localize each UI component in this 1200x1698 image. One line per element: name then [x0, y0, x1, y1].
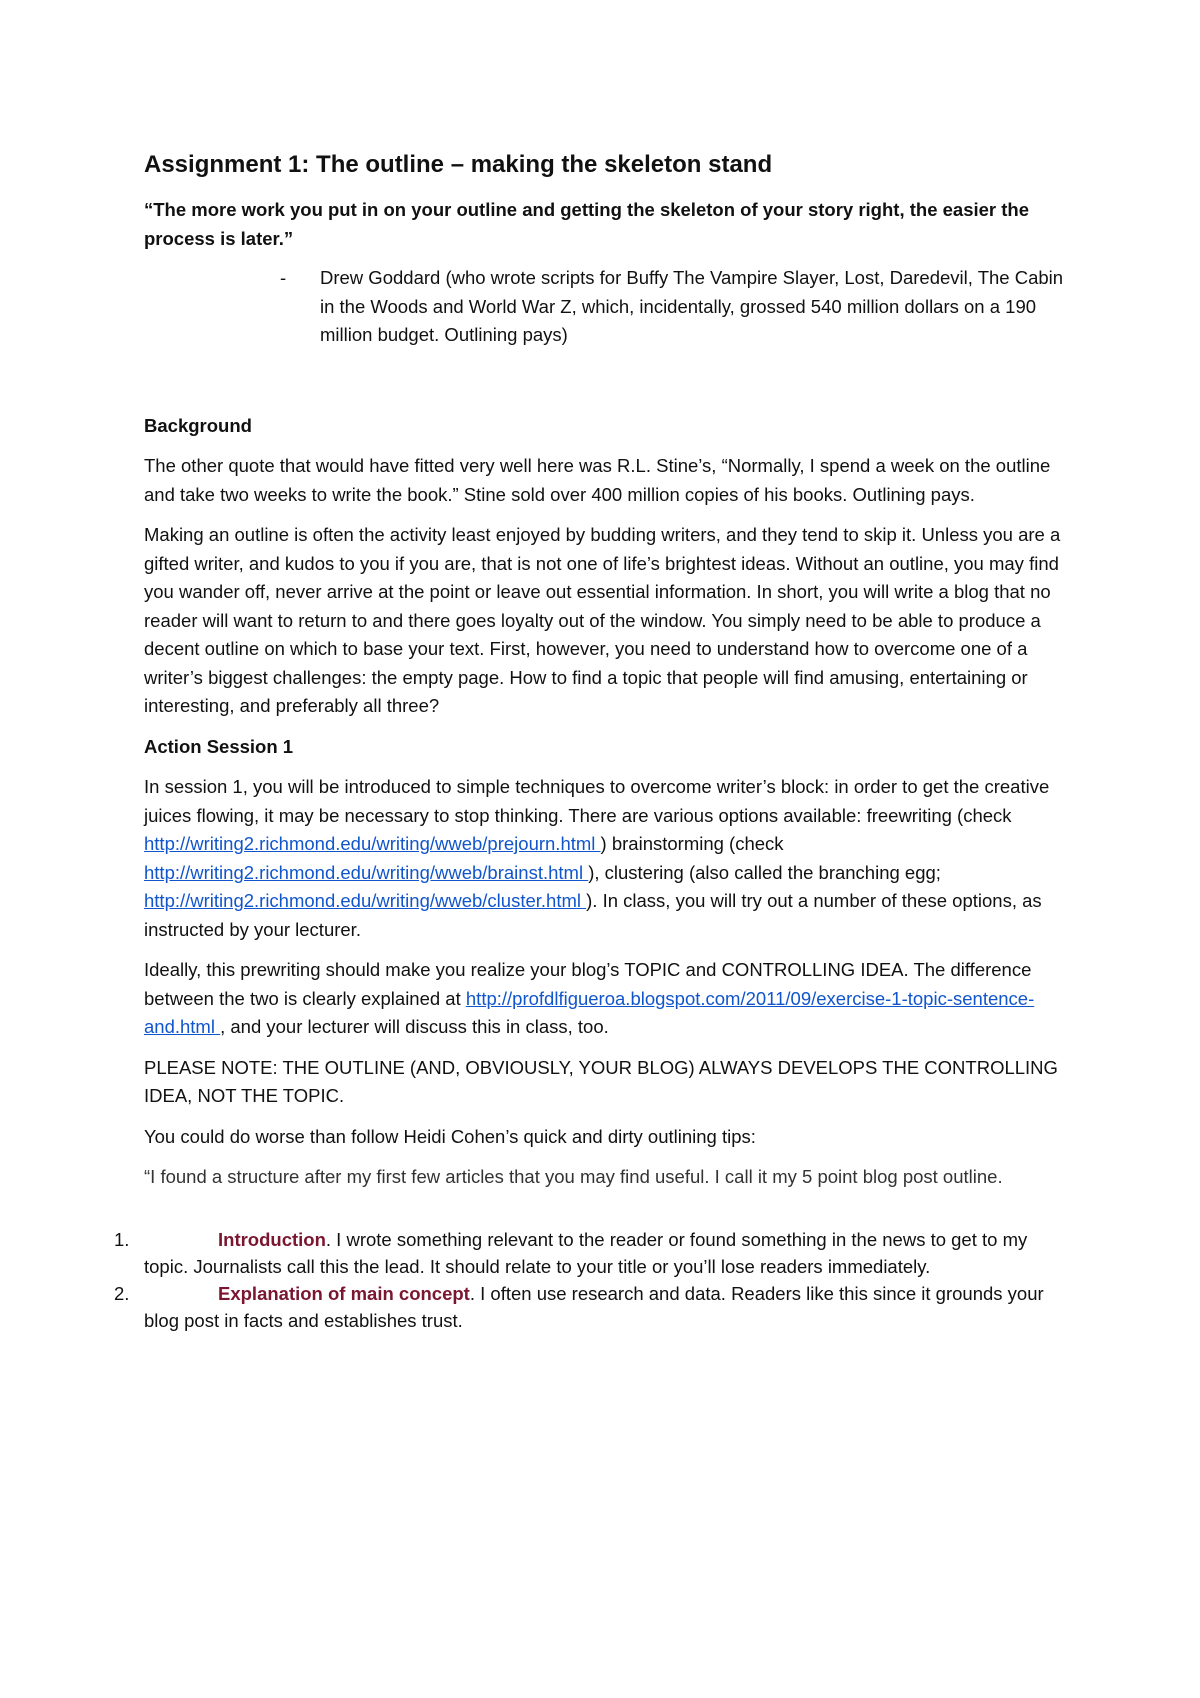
action-paragraph-2 — [144, 956, 1070, 1042]
attribution-text: Drew Goddard (who wrote scripts for Buffy The Vampire Slayer, Lost, Daredevil, The Cabin in the Woods and World War Z, which, incidentally, grossed 540 million dollars on a 190 million budget. Outlining pays) — [320, 267, 1064, 345]
document-title: Assignment 1: The outline – making the skeleton stand — [144, 151, 773, 178]
cohen-quote: “I found a structure after my first few articles that you may find useful. I call it my 5 point blog post outline. — [144, 1166, 1003, 1187]
list-term: Explanation of main concept — [218, 1282, 470, 1304]
background-heading: Background — [144, 414, 252, 436]
action-p2-text-b: , and your lecturer will discuss this in class, too. — [220, 1016, 609, 1037]
list-text: . I wrote something relevant to the reader or found something in the news to get to my topic. Journalists call this the lead. It should relate to your title or you’ll lose readers immediately. — [144, 1228, 1028, 1277]
list-number: 1. — [114, 1228, 130, 1250]
action-paragraph-1 — [144, 773, 1070, 944]
action-session-heading: Action Session 1 — [144, 735, 294, 757]
action-p1-text-a: In session 1, you will be introduced to simple techniques to overcome writer’s block: in order to get the creative juices flowing, it may be necessary to stop thinking. There are various options available: freewriting (check — [144, 776, 1050, 826]
list-term: Introduction — [218, 1228, 326, 1250]
link-prejourn[interactable]: http://writing2.richmond.edu/writing/wweb/prejourn.html — [144, 833, 601, 854]
epigraph-attribution — [144, 264, 1070, 350]
background-paragraph-1: The other quote that would have fitted very well here was R.L. Stine’s, “Normally, I spend a week on the outline and take two weeks to write the book.” Stine sold over 400 million copies of his books. Outlining pays. — [144, 455, 1051, 505]
link-cluster[interactable]: http://writing2.richmond.edu/writing/wweb/cluster.html — [144, 890, 587, 911]
list-item — [114, 1280, 1070, 1334]
action-p1-text-c: ), clustering (also called the branching egg; — [588, 861, 941, 883]
outlining-tips-intro: You could do worse than follow Heidi Cohen’s quick and dirty outlining tips: — [144, 1125, 756, 1147]
outline-list — [114, 1226, 1070, 1334]
link-profdlfigueroa[interactable]: http://profdlfigueroa.blogspot.com/2011/09/exercise-1-topic-sentence-and.html — [144, 987, 1035, 1037]
action-p2-text-a: Ideally, this prewriting should make you realize your blog’s TOPIC and CONTROLLING IDEA. The difference between the two is clearly explained at — [144, 959, 1032, 1009]
please-note: PLEASE NOTE: THE OUTLINE (AND, OBVIOUSLY, YOUR BLOG) ALWAYS DEVELOPS THE CONTROLLING IDEA, NOT THE TOPIC. — [144, 1056, 1058, 1106]
list-number: 2. — [114, 1282, 130, 1304]
attribution-dash: - — [280, 267, 287, 288]
list-text: . I often use research and data. Readers like this since it grounds your blog post in facts and establishes trust. — [144, 1282, 1044, 1331]
list-item — [114, 1226, 1070, 1280]
action-p1-text-d: ). In class, you will try out a number of these options, as instructed by your lecturer. — [144, 890, 1042, 940]
background-paragraph-2: Making an outline is often the activity least enjoyed by budding writers, and they tend to skip it. Unless you are a gifted writer, and kudos to you if you are, that is not one of life’s brightest ideas. Without an outline, you may find you wander off, never arrive at the point or leave out essential information. In short, you will write a blog that no reader will want to return to and there goes loyalty out of the window. You simply need to be able to produce a decent outline on which to base your text. First, however, you need to understand how to overcome one of a writer’s biggest challenges: the empty page. How to find a topic that people will find amusing, entertaining or interesting, and preferably all three? — [144, 524, 1061, 716]
action-p1-text-b: ) brainstorming (check — [600, 833, 784, 854]
epigraph-quote: “The more work you put in on your outline and getting the skeleton of your story right, the easier the process is later.” — [144, 199, 1030, 249]
link-brainst[interactable]: http://writing2.richmond.edu/writing/wweb/brainst.html — [144, 861, 589, 883]
